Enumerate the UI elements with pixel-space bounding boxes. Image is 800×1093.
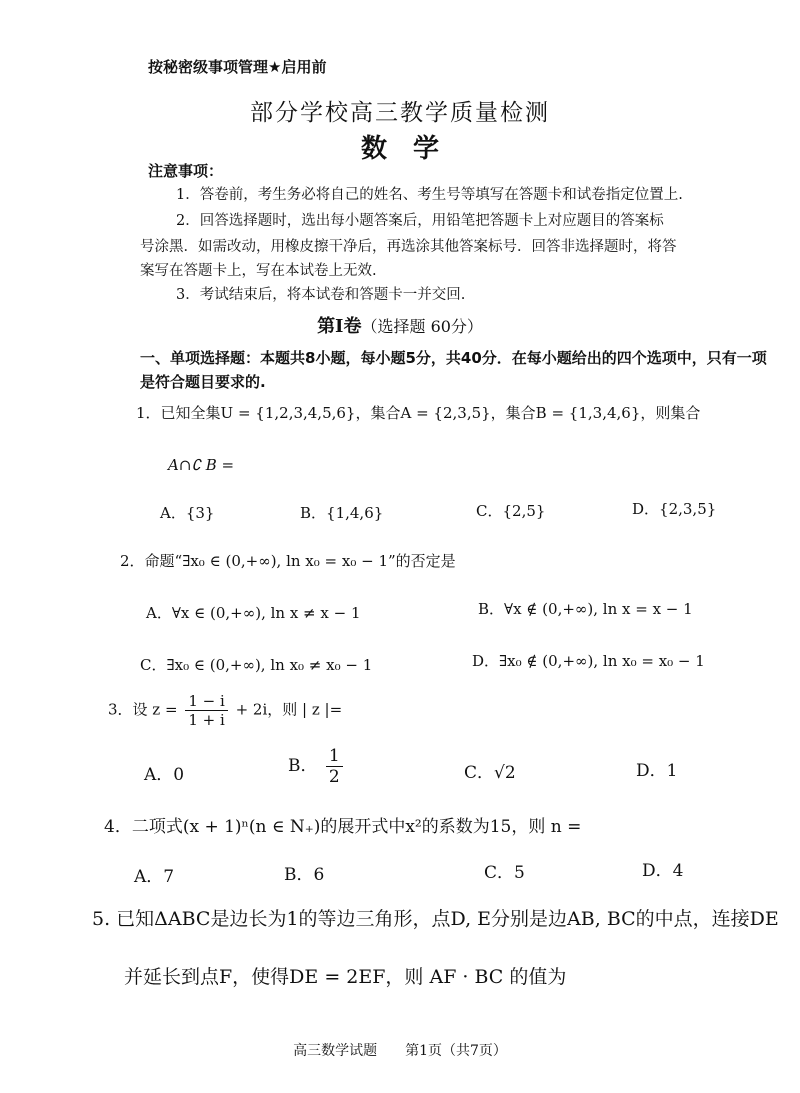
page-footer: 高三数学试题 第1页（共7页）: [293, 1043, 507, 1059]
question-3-fraction-den: 1 + i: [188, 711, 225, 729]
exam-title: 部分学校高三教学质量检测: [250, 100, 550, 126]
question-1-option-c: C．{2,5}: [476, 502, 546, 520]
question-1-option-d: D．{2,3,5}: [632, 500, 717, 518]
question-3-option-c: C．√2: [464, 763, 516, 783]
question-2-option-b: B．∀x ∉ (0,+∞), ln x = x − 1: [478, 600, 693, 618]
question-1-option-a: A．{3}: [160, 504, 215, 522]
question-4-option-b: B．6: [284, 865, 325, 885]
subject-title: 数学: [360, 134, 465, 164]
question-3-option-b-fraction: [326, 746, 343, 787]
question-1-expr: A∩∁ B =: [168, 456, 235, 474]
section-score: （选择题 60分）: [361, 317, 483, 336]
notice-item-2-end: 案写在答题卡上，写在本试卷上无效.: [140, 263, 377, 279]
notice-heading: 注意事项：: [148, 162, 224, 180]
part-heading: 一、单项选择题：本题共8小题，每小题5分，共40分．在每小题给出的四个选项中，只有一项是符合题目要求的.: [140, 349, 767, 391]
notice-item-2: 2．回答选择题时，选出每小题答案后，用铅笔把答题卡上对应题目的答案标: [176, 213, 664, 229]
question-3-option-a: A．0: [144, 765, 185, 785]
question-3-fraction-num: 1 − i: [185, 692, 227, 711]
question-2-option-c: C．∃x₀ ∈ (0,+∞), ln x₀ ≠ x₀ − 1: [140, 656, 373, 674]
notice-item-3: 3．考试结束后，将本试卷和答题卡一并交回.: [176, 287, 466, 303]
question-2-option-d: D．∃x₀ ∉ (0,+∞), ln x₀ = x₀ − 1: [472, 652, 705, 670]
notice-item-2-cont: 号涂黑．如需改动，用橡皮擦干净后，再选涂其他答案标号．回答非选择题时，将答: [140, 239, 677, 255]
section-title: 第Ⅰ卷: [317, 316, 362, 337]
question-2-option-a: A．∀x ∈ (0,+∞), ln x ≠ x − 1: [146, 604, 361, 622]
question-3-option-d: D．1: [636, 761, 678, 781]
secret-label: 按秘密级事项管理★启用前: [148, 58, 327, 76]
question-4-text: 4．二项式(x + 1)ⁿ(n ∈ N₊)的展开式中x²的系数为15，则 n =: [104, 817, 582, 837]
question-3-prefix: 3．设 z =: [108, 700, 178, 719]
question-3-option-b: [288, 746, 346, 787]
question-4-option-c: C．5: [484, 863, 525, 883]
question-3: [108, 692, 342, 729]
question-5-line-1: 5. 已知ΔABC是边长为1的等边三角形，点D, E分别是边AB, BC的中点，连接DE: [92, 908, 779, 930]
notice-item-1: 1．答卷前，考生务必将自己的姓名、考生号等填写在答题卡和试卷指定位置上.: [176, 187, 683, 203]
question-1-text: 1．已知全集U = {1,2,3,4,5,6}，集合A = {2,3,5}，集合B = {1,3,4,6}，则集合: [136, 404, 701, 422]
question-2-text: 2．命题“∃x₀ ∈ (0,+∞), ln x₀ = x₀ − 1”的否定是: [120, 552, 456, 570]
question-3-option-b-label: B．: [288, 756, 318, 776]
question-3-option-b-num: 1: [326, 746, 343, 767]
question-1-option-b: B．{1,4,6}: [300, 504, 384, 522]
question-5-line-2: 并延长到点F，使得DE = 2EF，则 AF · BC 的值为: [124, 966, 567, 988]
question-3-fraction: [185, 692, 227, 729]
question-4-option-a: A．7: [134, 867, 175, 887]
question-4-option-d: D．4: [642, 861, 684, 881]
question-3-suffix: + 2i，则 | z |=: [235, 700, 343, 719]
question-3-option-b-den: 2: [328, 767, 340, 787]
section-heading: [0, 312, 800, 338]
